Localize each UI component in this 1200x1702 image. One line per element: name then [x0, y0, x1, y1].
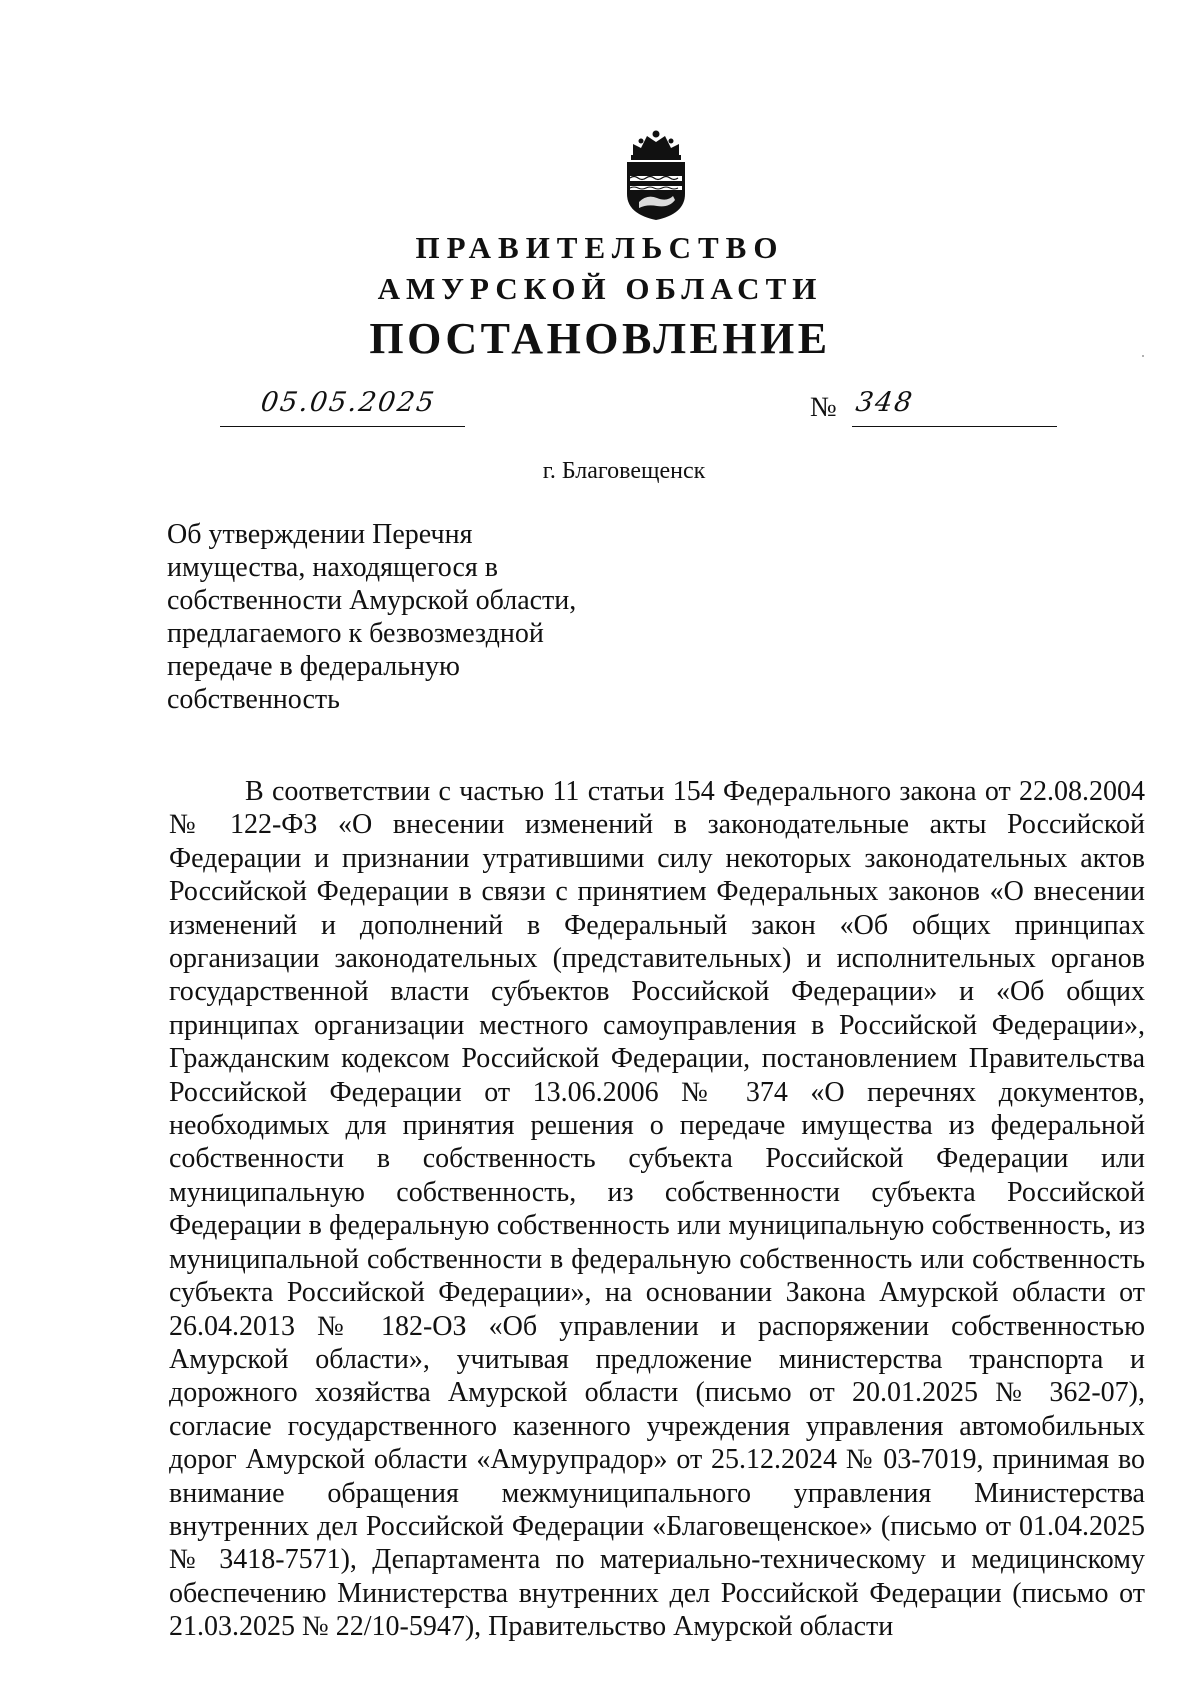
title-line: Об утверждении Перечня [167, 519, 473, 550]
organization-name-line1: ПРАВИТЕЛЬСТВО [415, 230, 785, 265]
scan-speck [1142, 355, 1144, 357]
title-line: собственности Амурской области, [167, 585, 577, 616]
number-field [852, 386, 1057, 427]
date-field [220, 386, 465, 427]
title-line: имущества, находящегося в [167, 552, 498, 583]
city-name: г. Благовещенск [542, 458, 706, 484]
document-number: 348 [853, 387, 916, 418]
title-line: собственность [167, 684, 340, 715]
title-line: передаче в федеральную [167, 651, 460, 682]
body-paragraph: В соответствии с частью 11 статьи 154 Федерального закона от 22.08.2004 № 122-ФЗ «О внесении изменений в законодательные акты Российской Федерации и признании утратившими силу некоторых законодательных актов Российской Федерации в связи с принятием Федеральных законов «О внесении изменений и дополнений в Федеральный закон «Об общих принципах организации законодательных (представительных) и исполнительных органов государственной власти субъектов Российской Федерации» и «Об общих принципах организации местного самоуправления в Российской Федерации», Гражданским кодексом Российской Федерации, постановлением Правительства Российской Федерации от 13.06.2006 № 374 «О перечнях документов, необходимых для принятия решения о передаче имущества из федеральной собственности в собственность субъекта Российской Федерации или муниципальную собственность, из собственности субъекта Российской Федерации в федеральную собственность или муниципальную собственность, из муниципальной собственности в федеральную собственность или собственность субъекта Российской Федерации», на основании Закона Амурской области от 26.04.2013 № 182-ОЗ «Об управлении и распоряжении собственностью Амурской области», учитывая предложение министерства транспорта и дорожного хозяйства Амурской области (письмо от 20.01.2025 № 362-07), согласие государственного казенного учреждения управления автомобильных дорог Амурской области «Амурупрадор» от 25.12.2024 № 03-7019, принимая во внимание обращения межмуниципального управления Министерства внутренних дел Российской Федерации «Благовещенское» (письмо от 01.04.2025 № 3418-7571), Департамента по материально-техническому и медицинскому обеспечению Министерства внутренних дел Российской Федерации (письмо от 21.03.2025 № 22/10-5947), Правительство Амурской области [169, 776, 1145, 1643]
number-label: № [810, 392, 837, 423]
title-line: предлагаемого к безвозмездной [167, 618, 544, 649]
document-type: ПОСТАНОВЛЕНИЕ [369, 314, 831, 363]
organization-name-line2: АМУРСКОЙ ОБЛАСТИ [377, 271, 823, 306]
coat-of-arms-icon [619, 128, 693, 222]
document-title [167, 518, 637, 716]
document-date: 05.05.2025 [259, 387, 439, 418]
